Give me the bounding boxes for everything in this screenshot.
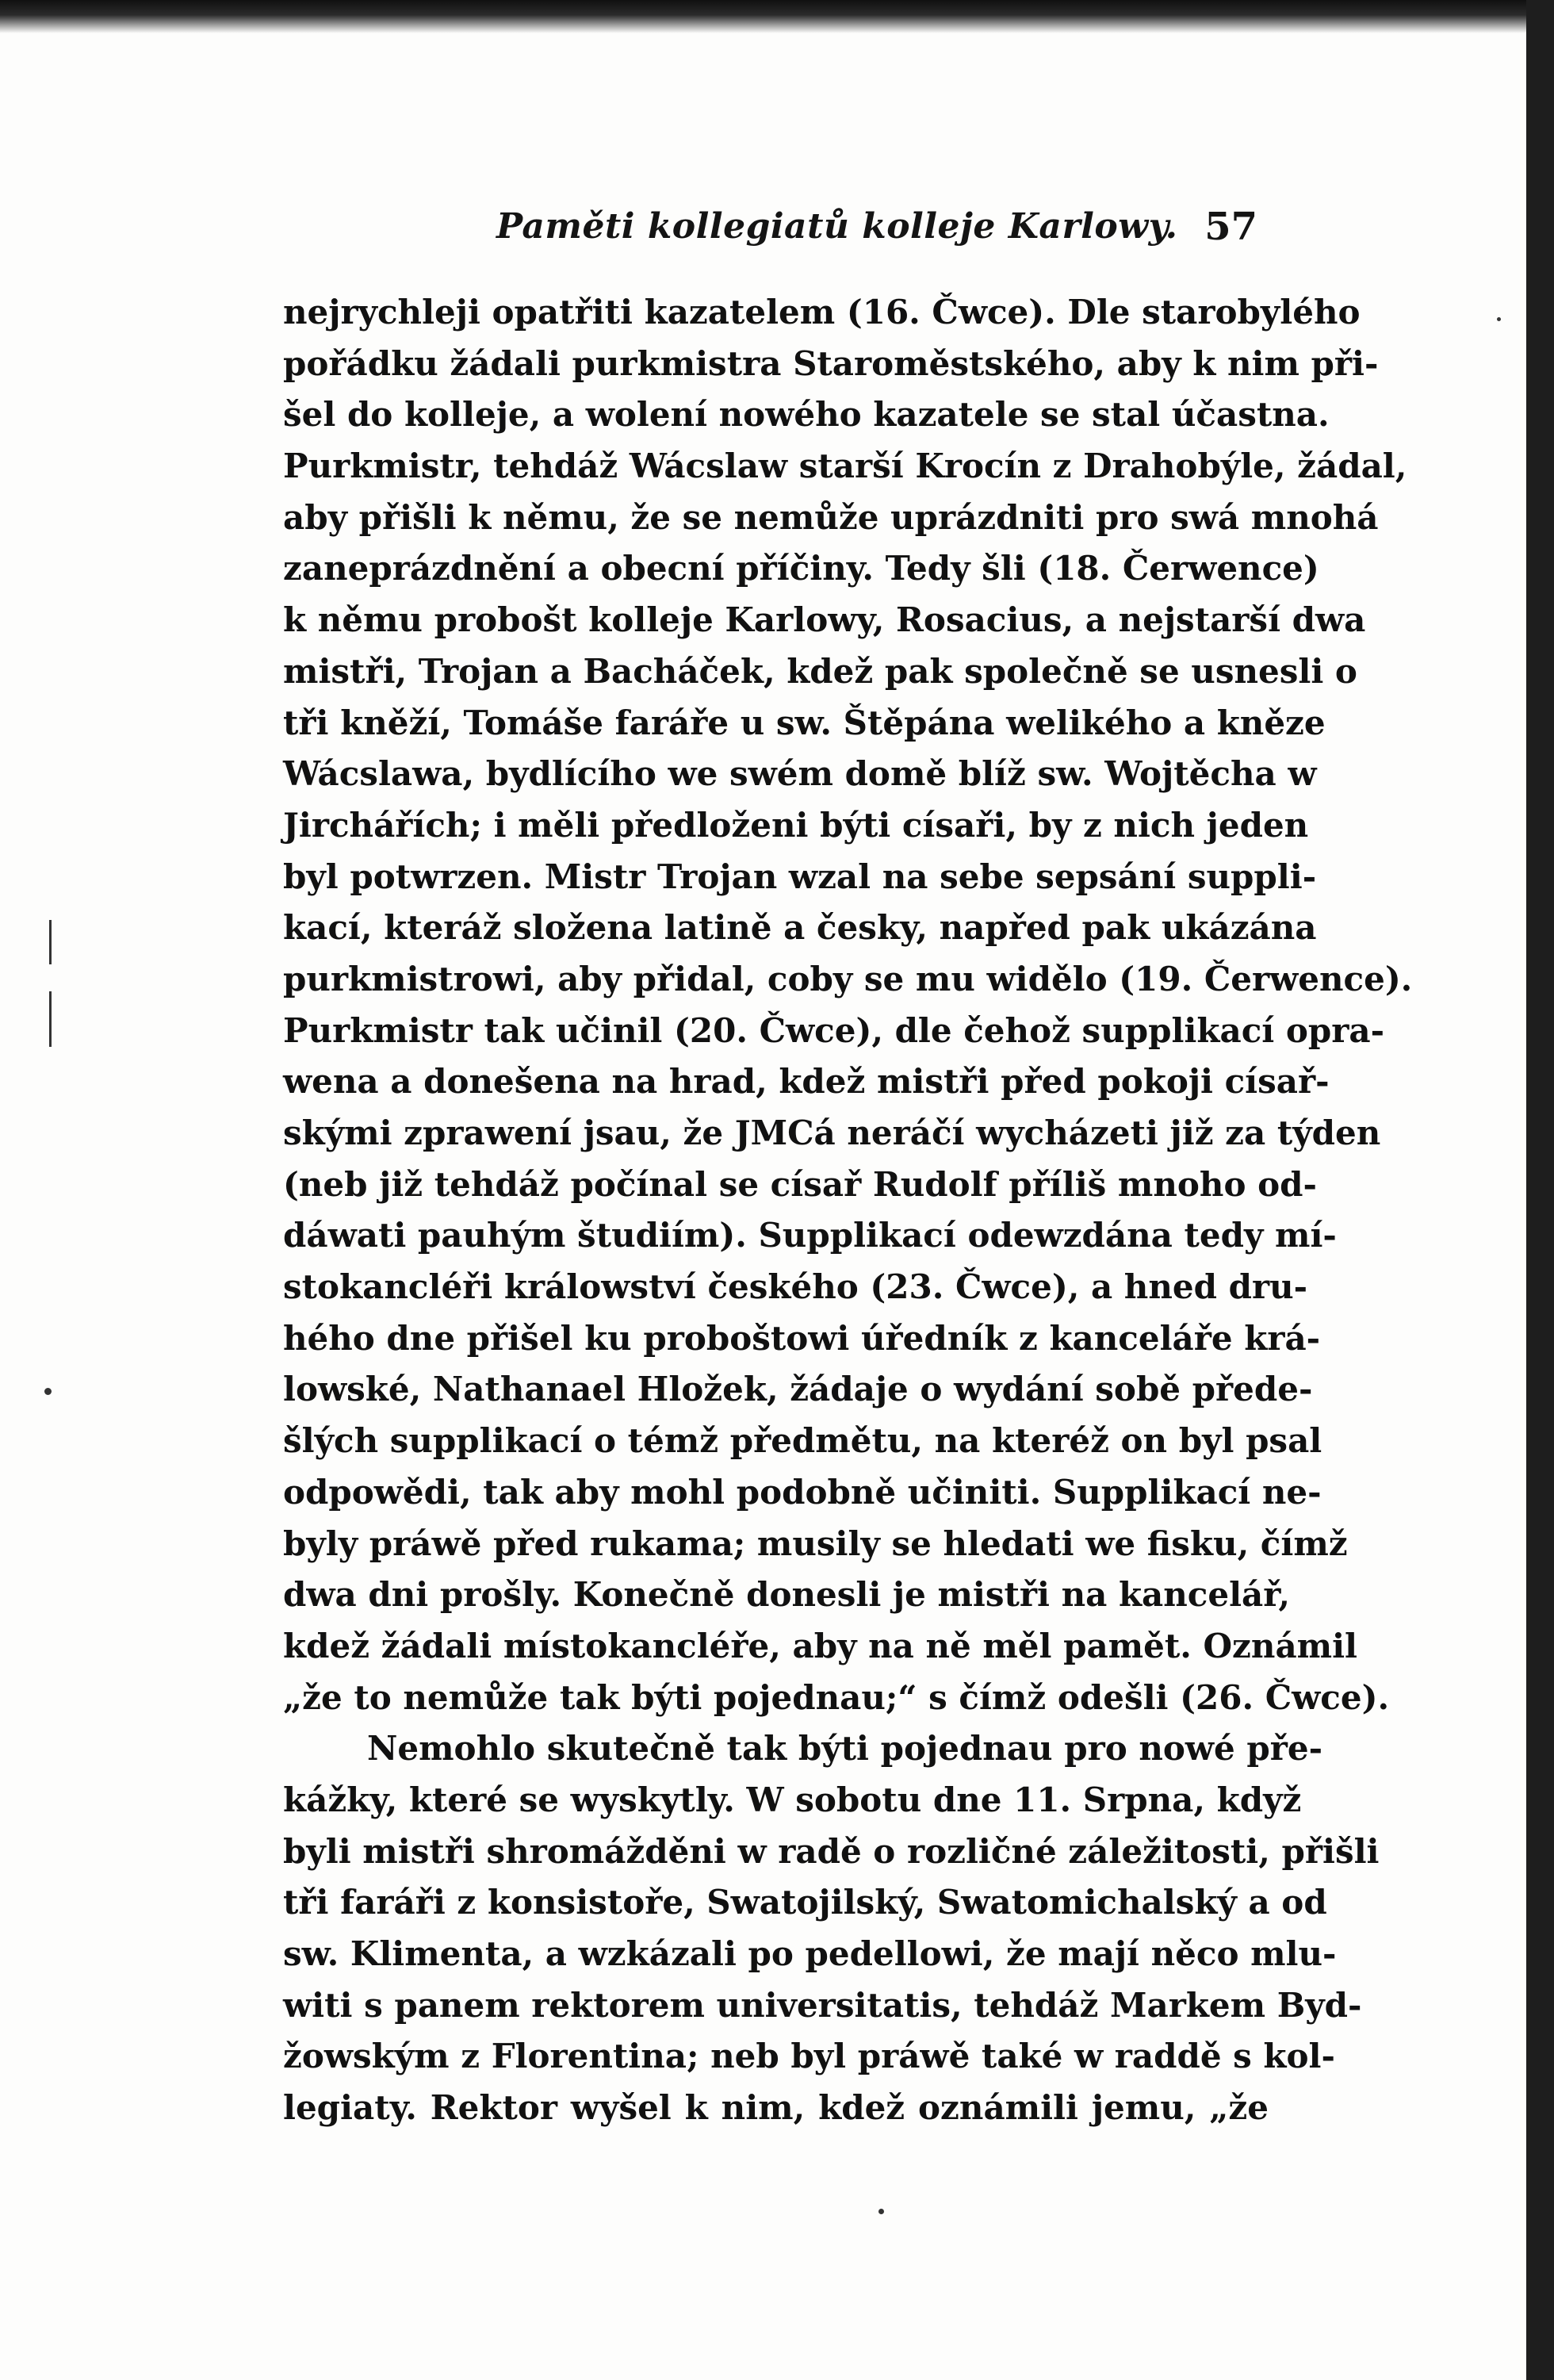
text-line: „že to nemůže tak býti pojednau;“ s čímž odešli (26. Čwce). [283, 1677, 1390, 1717]
text-line: byl potwrzen. Mistr Trojan wzal na sebe sepsání suppli- [283, 857, 1317, 896]
page-number: 57 [1204, 205, 1257, 249]
text-line: dáwati pauhým študiím). Supplikací odewzdána tedy mí- [283, 1216, 1337, 1255]
body-text [283, 287, 1413, 2134]
text-line: dwa dni prošly. Konečně donesli je mistři na kancelář, [283, 1575, 1290, 1615]
text-line: hého dne přišel ku proboštowi úředník z kanceláře krá- [283, 1318, 1321, 1358]
text-line: byly práwě před rukama; musily se hledati we fisku, čímž [283, 1523, 1348, 1563]
text-line: (neb již tehdáž počínal se císař Rudolf příliš mnoho od- [283, 1164, 1317, 1204]
paragraph-first-line: Nemohlo skutečně tak býti pojednau pro nowé pře- [367, 1729, 1323, 1769]
text-line: šel do kolleje, a wolení nowého kazatele se stal účastna. [283, 395, 1330, 435]
text-line: šlých supplikací o témž předmětu, na kteréž on byl psal [283, 1421, 1322, 1461]
text-line: byli mistři shromážděni w radě o rozličné záležitosti, přišli [283, 1831, 1380, 1871]
text-line: kdež žádali místokancléře, aby na ně měl pamět. Oznámil [283, 1626, 1358, 1665]
running-title: Paměti kollegiatů kolleje Karlowy. [496, 206, 1178, 247]
text-line: Wácslawa, bydlícího we swém domě blíž sw. Wojtěcha w [283, 754, 1317, 794]
text-line: kážky, které se wyskytly. W sobotu dne 11. Srpna, když [283, 1780, 1302, 1819]
text-line: nejrychleji opatřiti kazatelem (16. Čwce). Dle starobylého [283, 293, 1361, 332]
page-header [496, 205, 1257, 260]
scan-mark [49, 920, 52, 964]
scan-mark [44, 1388, 52, 1395]
text-line: purkmistrowi, aby přidal, coby se mu widělo (19. Čerwence). [283, 959, 1413, 998]
text-line: Purkmistr tak učinil (20. Čwce), dle čehož supplikací opra- [283, 1010, 1384, 1050]
scan-mark [1497, 317, 1501, 321]
text-line: wena a donešena na hrad, kdež mistři před pokoji císař- [283, 1062, 1330, 1102]
text-line: skými zprawení jsau, že JMCá neráčí wycházeti již za týden [283, 1113, 1381, 1152]
text-line: žowským z Florentina; neb byl práwě také w raddě s kol- [283, 2037, 1335, 2076]
scan-mark [878, 2209, 884, 2214]
text-line: tři kněží, Tomáše faráře u sw. Štěpána welikého a kněze [283, 703, 1326, 742]
text-line: odpowědi, tak aby mohl podobně učiniti. Supplikací ne- [283, 1472, 1322, 1512]
text-line: mistři, Trojan a Bacháček, kdež pak společně se usnesli o [283, 651, 1357, 691]
text-line: k němu probošt kolleje Karlowy, Rosacius, a nejstarší dwa [283, 600, 1366, 640]
scan-top-smear [0, 0, 1526, 33]
scan-edge [1526, 0, 1554, 2380]
text-line: Purkmistr, tehdáž Wácslaw starší Krocín z Drahobýle, žádal, [283, 446, 1407, 486]
text-line: aby přišli k němu, že se nemůže uprázdniti pro swá mnohá [283, 497, 1379, 537]
text-line: witi s panem rektorem universitatis, tehdáž Markem Byd- [283, 1985, 1362, 2025]
text-line: kací, kteráž složena latině a česky, napřed pak ukázána [283, 908, 1317, 948]
text-line: Jirchářích; i měli předloženi býti císaři, by z nich jeden [283, 805, 1309, 845]
text-line: tři faráři z konsistoře, Swatojilský, Swatomichalský a od [283, 1883, 1327, 1922]
text-line: lowské, Nathanael Hložek, žádaje o wydání sobě přede- [283, 1370, 1313, 1409]
text-line: legiaty. Rektor wyšel k nim, kdež oznámili jemu, „že [283, 2088, 1269, 2128]
text-line: stokancléři králowství českého (23. Čwce), a hned dru- [283, 1267, 1308, 1307]
text-line: pořádku žádali purkmistra Staroměstského, aby k nim při- [283, 343, 1379, 383]
text-line: zaneprázdnění a obecní příčiny. Tedy šli (18. Čerwence) [283, 549, 1319, 588]
text-line: sw. Klimenta, a wzkázali po pedellowi, že mají něco mlu- [283, 1934, 1337, 1973]
scan-mark [49, 991, 52, 1047]
